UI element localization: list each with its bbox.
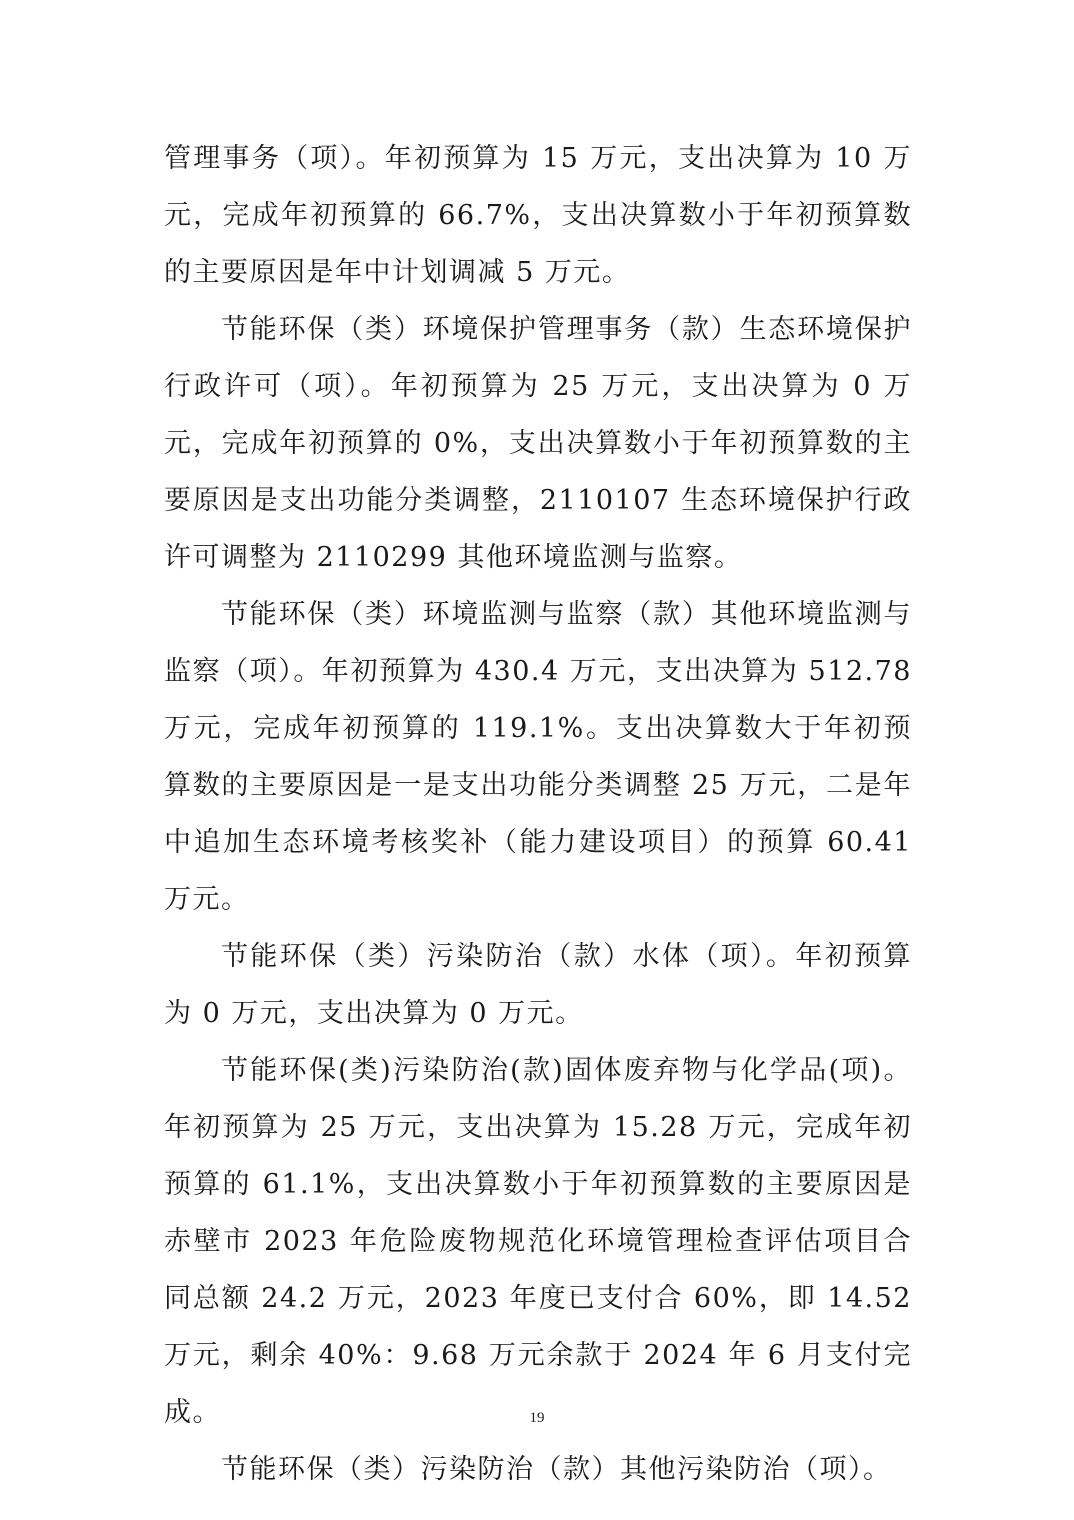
paragraph-management-affairs: 管理事务（项）。年初预算为 15 万元，支出决算为 10 万元，完成年初预算的 66.7%，支出决算数小于年初预算数的主要原因是年中计划调减 5 万元。: [164, 143, 912, 288]
document-body: [164, 130, 912, 1498]
paragraph-solid-waste: 节能环保(类)污染防治(款)固体废弃物与化学品(项)。年初预算为 25 万元，支出决算为 15.28 万元，完成年初预算的 61.1%，支出决算数小于年初预算数的主要原因是赤壁市 2023 年危险废物规范化环境管理检查评估项目合同总额 24.2 万元，2023 年度已支付合 60%，即 14.52 万元，剩余 40%：9.68 万元余款于 2024 年 6 月支付完成。: [164, 1055, 912, 1428]
paragraph-monitoring-inspection: 节能环保（类）环境监测与监察（款）其他环境监测与监察（项）。年初预算为 430.4 万元，支出决算为 512.78 万元，完成年初预算的 119.1%。支出决算数大于年初预算数的主要原因是一是支出功能分类调整 25 万元，二是年中追加生态环境考核奖补（能力建设项目）的预算 60.41 万元。: [164, 599, 912, 915]
page-number: 19: [529, 1410, 545, 1426]
paragraph-water-pollution: 节能环保（类）污染防治（款）水体（项）。年初预算为 0 万元，支出决算为 0 万元。: [164, 941, 912, 1029]
paragraph-other-pollution: 节能环保（类）污染防治（款）其他污染防治（项）。: [221, 1454, 892, 1485]
paragraph-ecological-permit: 节能环保（类）环境保护管理事务（款）生态环境保护行政许可（项）。年初预算为 25 万元，支出决算为 0 万元，完成年初预算的 0%，支出决算数小于年初预算数的主要原因是支出功能分类调整，2110107 生态环境保护行政许可调整为 2110299 其他环境监测与监察。: [164, 314, 912, 573]
